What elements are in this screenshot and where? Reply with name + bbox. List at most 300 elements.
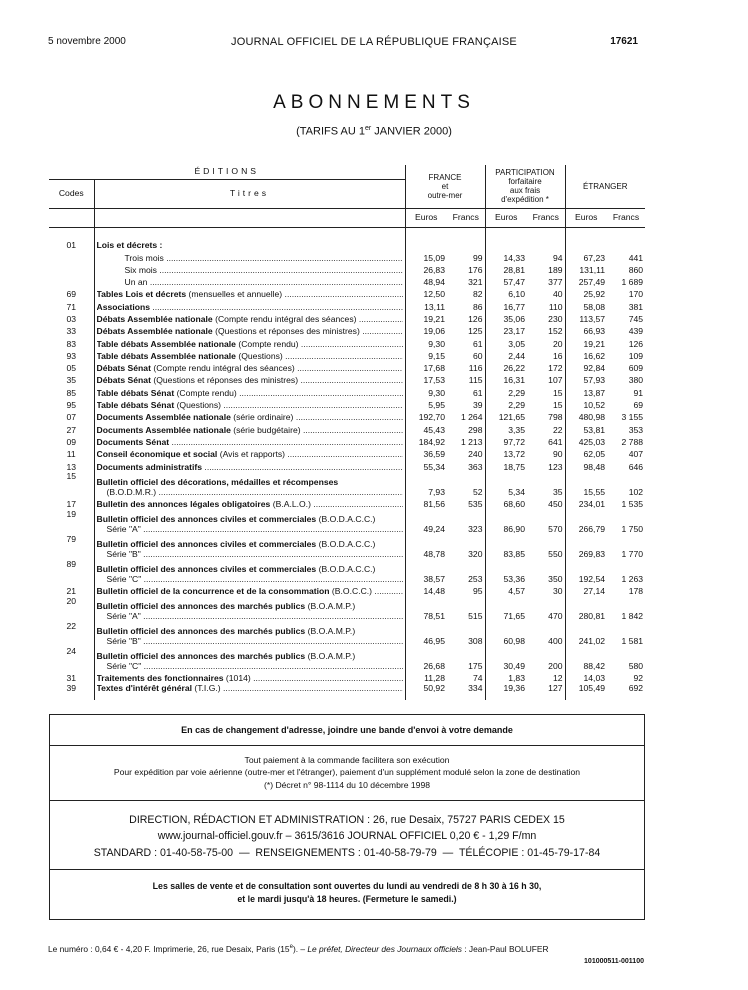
row-title-detail: (B.A.L.O.) — [270, 499, 311, 509]
row-code: 39 — [49, 684, 94, 700]
row-value: 425,03 — [578, 436, 606, 447]
footer-sup: e — [289, 944, 293, 951]
row-title-text: Débats Sénat — [96, 364, 151, 374]
row-value: 121,65 — [498, 412, 525, 423]
row-title-detail: (Compte rendu) — [174, 388, 237, 398]
row-title-detail: (B.O.D.A.C.C.) — [316, 565, 376, 575]
direction-line-1: DIRECTION, RÉDACTION ET ADMINISTRATION : 26, rue Desaix, 75727 PARIS CEDEX 15 — [129, 814, 565, 826]
row-code: 05 — [49, 362, 94, 374]
row-title-detail: (B.O.A.M.P.) — [305, 627, 356, 637]
row-title-text: Documents Sénat — [96, 437, 170, 447]
row-code — [49, 276, 94, 288]
row-value: 308 — [447, 622, 485, 647]
row-value: 15,55 — [583, 486, 606, 497]
row-title-line — [97, 587, 403, 597]
row-value: 178 — [628, 586, 644, 597]
row-value: 6,10 — [508, 289, 525, 300]
table-row — [49, 386, 645, 398]
row-title-detail: (Questions et réponses des ministres) — [150, 376, 299, 386]
row-title — [94, 460, 405, 472]
row-title — [94, 672, 405, 684]
row-series: Série "C" ..... — [97, 575, 403, 585]
table-row — [49, 227, 645, 251]
row-value: 266,79 — [578, 523, 606, 534]
header-journal-title: JOURNAL OFFICIEL DE LA RÉPUBLIQUE FRANÇAISE — [231, 36, 517, 48]
row-value: 53,36 — [503, 573, 525, 584]
row-title — [94, 263, 405, 275]
table-row — [49, 560, 645, 585]
row-value: 13,87 — [583, 387, 606, 398]
row-value: 15 — [527, 399, 565, 411]
row-title-detail: (Questions) — [235, 351, 283, 361]
subtitle-post: JANVIER 2000) — [371, 125, 452, 138]
row-value: 470 — [527, 597, 565, 622]
row-value — [565, 227, 607, 251]
row-title — [94, 312, 405, 324]
row-title-line — [97, 463, 403, 473]
row-value: 82 — [447, 288, 485, 300]
row-value: 115 — [447, 374, 485, 386]
row-value: 57,93 — [583, 375, 606, 386]
france-label-1: FRANCE — [428, 172, 462, 182]
subtitle-sup: er — [364, 125, 372, 132]
row-title-text: Table débats Assemblée nationale — [96, 339, 236, 349]
row-title-line — [97, 478, 403, 488]
row-value: 230 — [527, 312, 565, 324]
row-value: 798 — [527, 411, 565, 423]
row-value: 441 — [628, 252, 644, 263]
row-value: 123 — [527, 460, 565, 472]
sales-line-1: Les salles de vente et de consultation sont ouvertes du lundi au vendredi de 8 h 30 à 16 h 30, — [152, 881, 542, 891]
row-value: 692 — [628, 683, 644, 694]
row-title — [94, 448, 405, 460]
row-value: 92,84 — [583, 363, 606, 374]
row-value: 745 — [628, 313, 644, 324]
codes-header: Codes — [49, 179, 94, 208]
row-value: 35,06 — [503, 313, 525, 324]
row-title-line — [97, 241, 403, 251]
row-value: 363 — [447, 460, 485, 472]
row-value: 152 — [527, 325, 565, 337]
euros-header: Euros — [405, 208, 447, 227]
row-code: 20 — [49, 597, 94, 622]
row-title-text: Documents Assemblée nationale — [96, 425, 231, 435]
row-value: 83,85 — [503, 548, 525, 559]
row-value: 13,72 — [503, 449, 525, 460]
row-title-line — [97, 352, 403, 362]
row-value: 35 — [527, 472, 565, 497]
row-title-detail: (série ordinaire) — [230, 413, 294, 423]
row-title-line — [97, 438, 403, 448]
row-value: 16,62 — [583, 350, 606, 361]
row-title — [94, 227, 405, 251]
row-value: 3,35 — [508, 424, 525, 435]
row-title-text: Trois mois ..... — [97, 254, 403, 264]
row-title-line — [97, 376, 403, 386]
row-value: 192,70 — [418, 412, 445, 423]
row-code: 09 — [49, 435, 94, 447]
row-value: 11,28 — [424, 673, 445, 684]
row-title-text: Traitements des fonctionnaires — [96, 674, 224, 684]
page-title: ABONNEMENTS — [273, 92, 475, 113]
row-title-detail: (B.O.D.A.C.C.) — [316, 540, 376, 550]
row-title-line — [97, 340, 403, 350]
row-value: 50,92 — [423, 683, 445, 694]
row-title — [94, 276, 405, 288]
sales-hours — [49, 870, 645, 920]
row-title — [94, 300, 405, 312]
direction-contact — [49, 801, 645, 870]
row-value: 3 155 — [621, 412, 644, 423]
row-value: 4,57 — [508, 586, 525, 597]
row-title-text: Débats Assemblée nationale — [96, 314, 213, 324]
row-title-text: Conseil économique et social — [96, 450, 218, 460]
row-value: 68,60 — [503, 498, 525, 509]
row-title — [94, 423, 405, 435]
row-code: 71 — [49, 300, 94, 312]
row-value: 192,54 — [578, 573, 606, 584]
direction-line-2: www.journal-officiel.gouv.fr – 3615/3616 JOURNAL OFFICIEL 0,20 € - 1,29 F/mn — [157, 830, 537, 843]
francs-header: Francs — [607, 208, 645, 227]
row-title-detail: (Compte rendu intégral des séances) — [150, 364, 295, 374]
row-value: 22 — [527, 423, 565, 435]
row-title-text: Lois et décrets : — [96, 241, 163, 251]
row-value: 350 — [527, 560, 565, 585]
row-title-line — [97, 602, 403, 612]
row-title-line — [97, 327, 403, 337]
row-value: 60,98 — [503, 636, 525, 647]
row-value: 19,21 — [583, 338, 606, 349]
table-row — [49, 276, 645, 288]
row-code: 79 — [49, 535, 94, 560]
tariffs-table — [49, 165, 645, 700]
row-value: 1 581 — [621, 636, 644, 647]
row-title-line — [97, 627, 403, 637]
row-value: 105,49 — [578, 683, 606, 694]
row-title-detail: (B.O.A.M.P.) — [305, 602, 356, 612]
row-value: 13,11 — [424, 301, 445, 312]
row-value: 234,01 — [578, 498, 606, 509]
row-value: 28,81 — [503, 264, 525, 275]
row-value: 45,43 — [423, 424, 445, 435]
row-value: 58,08 — [583, 301, 606, 312]
row-value: 2,44 — [508, 350, 525, 361]
row-value: 240 — [447, 448, 485, 460]
table-row — [49, 647, 645, 672]
row-value: 46,95 — [423, 636, 445, 647]
participation-label-4: d'expédition * — [501, 195, 549, 205]
row-value: 323 — [447, 510, 485, 535]
row-title — [94, 560, 405, 585]
table-row — [49, 349, 645, 361]
row-value: 102 — [628, 486, 644, 497]
row-title — [94, 585, 405, 597]
table-row — [49, 288, 645, 300]
row-value: 62,05 — [583, 449, 606, 460]
table-row — [49, 312, 645, 324]
row-value: 15,09 — [423, 252, 445, 263]
row-code: 03 — [49, 312, 94, 324]
row-value: 580 — [628, 661, 644, 672]
footer-text-a: Le numéro : 0,64 € - 4,20 F. Imprimerie, 26, rue Desaix, Paris (15 — [48, 944, 290, 954]
row-code: 69 — [49, 288, 94, 300]
row-title-line — [97, 401, 403, 411]
francs-header: Francs — [447, 208, 485, 227]
row-title-text: Associations — [96, 302, 150, 312]
participation-label-1: PARTICIPATION — [495, 168, 555, 178]
row-value: 860 — [628, 264, 644, 275]
row-value: 17,53 — [423, 375, 445, 386]
row-title-line — [97, 500, 403, 510]
row-code: 35 — [49, 374, 94, 386]
row-value: 67,23 — [583, 252, 606, 263]
row-series: Série "B" ..... — [97, 637, 403, 647]
row-value: 48,94 — [423, 277, 445, 288]
etranger-header: ÉTRANGER — [583, 181, 628, 191]
row-value: 1 535 — [621, 498, 644, 509]
row-title — [94, 435, 405, 447]
row-series: Série "A" ..... — [97, 612, 403, 622]
row-value: 570 — [527, 510, 565, 535]
row-code: 89 — [49, 560, 94, 585]
footer-text-c: : Jean-Paul BOLUFER — [461, 944, 549, 954]
row-value: 16,31 — [503, 375, 525, 386]
row-title-text: Bulletin officiel des décorations, médailles et récompenses — [96, 477, 339, 487]
row-value: 535 — [447, 497, 485, 509]
table-row — [49, 510, 645, 535]
row-value: 127 — [527, 684, 565, 700]
row-title-detail: (mensuelles et annuelle) — [186, 290, 283, 300]
row-title-text: Tables Lois et décrets — [96, 290, 187, 300]
row-value: 91 — [633, 387, 644, 398]
row-value: 172 — [527, 362, 565, 374]
row-title-detail: (T.I.G.) — [192, 684, 221, 694]
row-value: 110 — [527, 300, 565, 312]
row-value: 74 — [447, 672, 485, 684]
row-title — [94, 362, 405, 374]
row-value: 26,22 — [503, 363, 525, 374]
payment-line-2: Pour expédition par voie aérienne (outre-mer et l'étranger), paiement d'un supplément modulé selon la zone de destination — [113, 767, 581, 778]
row-series: (B.O.D.M.R.) ..... — [97, 488, 403, 498]
row-value: 1 750 — [621, 523, 644, 534]
row-title-line — [97, 290, 403, 300]
row-value: 90 — [527, 448, 565, 460]
row-value — [485, 227, 527, 251]
row-value: 257,49 — [578, 277, 606, 288]
row-title-text: Table débats Assemblée nationale — [96, 351, 236, 361]
row-title-text: Table débats Sénat — [96, 401, 175, 411]
row-value: 12,50 — [423, 289, 445, 300]
row-code: 22 — [49, 622, 94, 647]
row-value: 19,21 — [423, 313, 445, 324]
row-title-line — [97, 426, 403, 436]
direction-line-3: STANDARD : 01-40-58-75-00 — RENSEIGNEMENTS : 01-40-58-79-79 — TÉLÉCOPIE : 01-45-79-17-84 — [93, 846, 601, 859]
row-code: 01 — [49, 227, 94, 251]
row-title — [94, 647, 405, 672]
row-value: 14,03 — [583, 673, 606, 684]
row-value: 92 — [633, 673, 644, 684]
row-title-detail: (Compte rendu) — [235, 339, 299, 349]
row-value: 334 — [447, 684, 485, 700]
row-value: 269,83 — [578, 548, 606, 559]
row-title-detail: (B.O.D.A.C.C.) — [316, 515, 376, 525]
table-row — [49, 337, 645, 349]
row-code: 95 — [49, 399, 94, 411]
row-title-detail: (Questions) — [174, 401, 221, 411]
row-value: 176 — [447, 263, 485, 275]
participation-label-2: forfaitaire — [508, 177, 542, 187]
row-value: 109 — [628, 350, 644, 361]
payment-line-3: (*) Décret n° 98-1114 du 10 décembre 1998 — [263, 779, 431, 790]
row-value: 10,52 — [583, 400, 606, 411]
table-row — [49, 300, 645, 312]
row-title — [94, 325, 405, 337]
row-series: Série "C" ..... — [97, 662, 403, 672]
row-value — [527, 227, 565, 251]
row-value: 298 — [447, 423, 485, 435]
row-value: 1,83 — [508, 673, 525, 684]
row-code: 83 — [49, 337, 94, 349]
row-value: 3,05 — [508, 338, 525, 349]
table-row — [49, 684, 645, 700]
row-title-detail: (B.O.C.C.) — [329, 587, 373, 597]
row-title-text: Un an ..... — [97, 278, 403, 288]
table-row — [49, 325, 645, 337]
row-title — [94, 411, 405, 423]
row-code — [49, 251, 94, 263]
row-value: 66,93 — [583, 326, 606, 337]
row-value: 81,56 — [423, 498, 445, 509]
row-title — [94, 684, 405, 700]
row-value: 321 — [447, 276, 485, 288]
footer-italic: Le préfet, Directeur des Journaux officiels — [307, 944, 462, 954]
row-title-line — [97, 413, 403, 423]
row-value: 170 — [628, 289, 644, 300]
row-value: 116 — [447, 362, 485, 374]
row-value: 280,81 — [578, 611, 606, 622]
row-title — [94, 622, 405, 647]
row-code: 11 — [49, 448, 94, 460]
table-row — [49, 622, 645, 647]
row-value: 400 — [527, 622, 565, 647]
row-code: 33 — [49, 325, 94, 337]
row-value: 86 — [447, 300, 485, 312]
row-value: 609 — [628, 363, 644, 374]
row-value: 26,68 — [423, 661, 445, 672]
row-value: 30,49 — [503, 661, 525, 672]
table-row — [49, 497, 645, 509]
row-value: 200 — [527, 647, 565, 672]
row-code: 19 — [49, 510, 94, 535]
row-value: 23,17 — [503, 326, 525, 337]
row-value: 439 — [628, 326, 644, 337]
row-title-line — [97, 303, 403, 313]
row-value: 27,14 — [583, 586, 606, 597]
row-title-line — [97, 684, 403, 694]
row-title — [94, 597, 405, 622]
row-value: 49,24 — [423, 523, 445, 534]
row-value: 52 — [447, 472, 485, 497]
row-value: 2 788 — [621, 436, 644, 447]
row-title-text: Six mois ..... — [97, 266, 403, 276]
row-value: 20 — [527, 337, 565, 349]
row-title-detail: (Compte rendu intégral des séances) — [212, 314, 357, 324]
row-value: 16,77 — [503, 301, 525, 312]
row-title-line — [97, 389, 403, 399]
row-value: 61 — [447, 337, 485, 349]
table-row — [49, 535, 645, 560]
row-value: 25,92 — [583, 289, 606, 300]
row-title-text: Débats Sénat — [96, 376, 151, 386]
row-value: 12 — [527, 672, 565, 684]
france-label-3: outre-mer — [427, 190, 463, 200]
row-title-line — [97, 540, 403, 550]
row-value: 30 — [527, 585, 565, 597]
row-value: 1 213 — [447, 435, 485, 447]
participation-label-3: aux frais — [509, 186, 541, 196]
row-value: 189 — [527, 263, 565, 275]
row-value: 641 — [527, 435, 565, 447]
row-value: 126 — [628, 338, 644, 349]
row-value: 1 770 — [621, 548, 644, 559]
row-value: 39 — [447, 399, 485, 411]
row-value: 97,72 — [503, 436, 525, 447]
footer-text-b: ). – — [292, 944, 308, 954]
row-title — [94, 510, 405, 535]
row-value: 131,11 — [579, 264, 606, 275]
row-value: 1 689 — [621, 277, 644, 288]
row-title — [94, 535, 405, 560]
euros-header: Euros — [485, 208, 527, 227]
row-value: 86,90 — [503, 523, 525, 534]
row-value: 98,48 — [583, 461, 606, 472]
row-title-line — [97, 652, 403, 662]
row-value: 7,93 — [428, 486, 445, 497]
row-title — [94, 349, 405, 361]
row-value: 9,30 — [428, 338, 445, 349]
row-value: 94 — [527, 251, 565, 263]
row-code: 17 — [49, 497, 94, 509]
row-value: 16 — [527, 349, 565, 361]
row-value: 40 — [527, 288, 565, 300]
row-value: 515 — [447, 597, 485, 622]
editions-header: ÉDITIONS — [49, 165, 405, 179]
row-value: 19,36 — [503, 683, 525, 694]
row-value: 175 — [447, 647, 485, 672]
row-code: 93 — [49, 349, 94, 361]
row-value: 69 — [633, 400, 644, 411]
row-value: 19,06 — [423, 326, 445, 337]
row-code: 15 — [49, 472, 94, 497]
row-value — [607, 227, 645, 251]
row-title-detail: (série budgétaire) — [230, 425, 301, 435]
row-value: 1 264 — [447, 411, 485, 423]
table-row — [49, 472, 645, 497]
row-title-text: Documents administratifs — [96, 462, 203, 472]
address-change-notice: En cas de changement d'adresse, joindre une bande d'envoi à votre demande — [49, 714, 645, 746]
row-title-detail: (1014) — [223, 674, 251, 684]
titres-header: Titres — [94, 179, 405, 208]
table-row — [49, 423, 645, 435]
row-title — [94, 337, 405, 349]
row-value: 9,15 — [428, 350, 445, 361]
row-value: 60 — [447, 349, 485, 361]
row-value: 113,57 — [579, 313, 606, 324]
table-body — [49, 227, 645, 700]
row-value: 71,65 — [503, 611, 525, 622]
sales-line-2: et le mardi jusqu'à 18 heures. (Fermeture le samedi.) — [237, 894, 457, 905]
row-title — [94, 386, 405, 398]
